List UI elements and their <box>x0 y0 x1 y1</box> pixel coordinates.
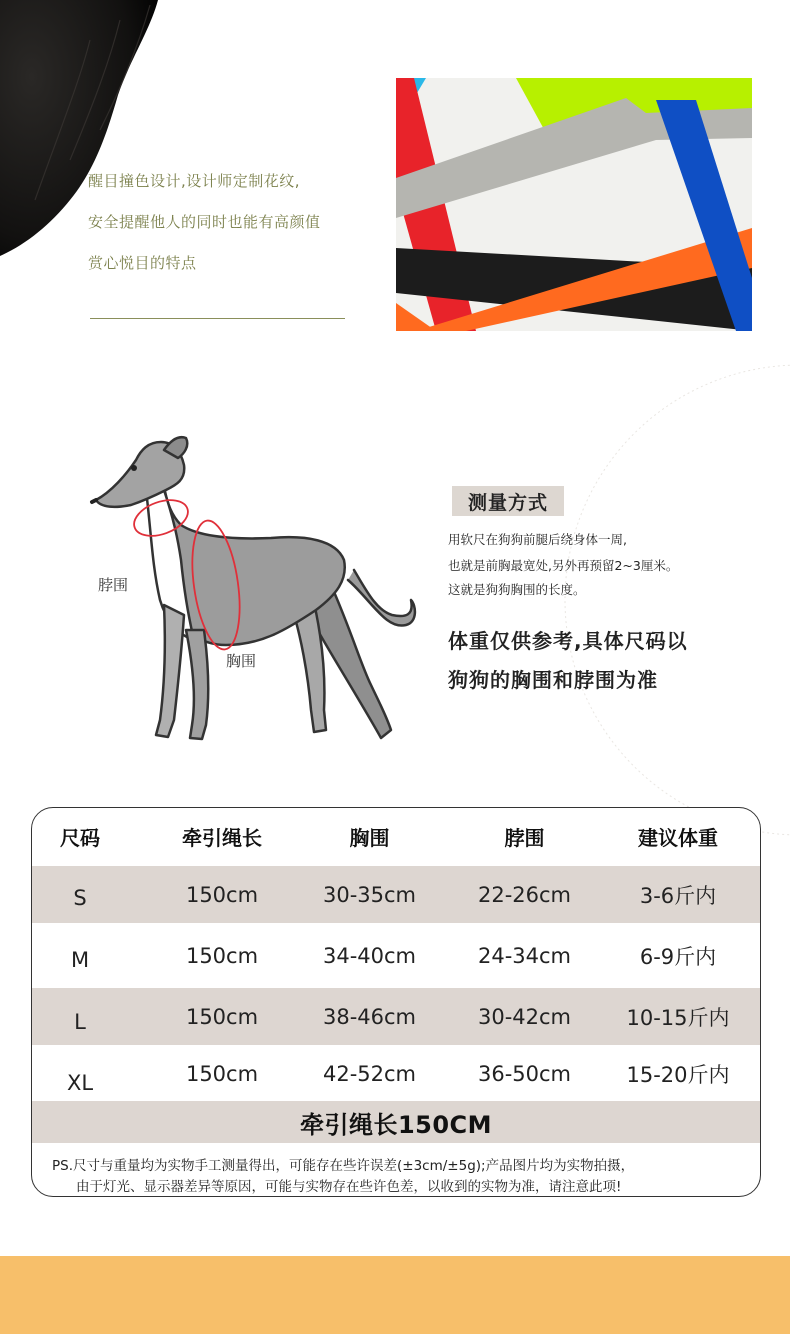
feature-line-2: 安全提醒他人的同时也能有高颜值 <box>88 213 321 231</box>
header-chest: 胸围 <box>349 826 390 850</box>
cell-size: XL <box>66 1071 94 1095</box>
measure-line-3: 这就是狗狗胸围的长度。 <box>448 582 586 597</box>
cell-leash: 150cm <box>185 944 259 968</box>
strap-photo <box>396 78 752 331</box>
measure-title: 测量方式 <box>452 486 564 516</box>
cell-size: S <box>73 886 87 910</box>
cell-neck: 36-50cm <box>477 1062 572 1086</box>
measure-line-1: 用软尺在狗狗前腿后绕身体一周, <box>448 532 627 547</box>
cell-chest: 42-52cm <box>322 1062 417 1086</box>
bottom-band <box>0 1256 790 1334</box>
feature-line-3: 赏心悦目的特点 <box>88 254 197 272</box>
feature-divider <box>90 318 345 319</box>
size-table <box>31 807 761 1197</box>
header-leash-length: 牵引绳长 <box>182 826 262 850</box>
cell-neck: 30-42cm <box>477 1004 572 1029</box>
cell-size: M <box>70 948 90 972</box>
table-row <box>32 988 760 1045</box>
leash-length-banner: 牵引绳长150CM <box>32 1101 760 1143</box>
cell-weight: 15-20斤内 <box>626 1063 730 1087</box>
cell-leash: 150cm <box>185 882 259 907</box>
ps-note-line-1: PS.尺寸与重量均为实物手工测量得出，可能存在些许误差(±3cm/±5g);产品图片均为实物拍摄， <box>52 1158 635 1174</box>
cell-chest: 30-35cm <box>322 882 417 907</box>
cell-weight: 10-15斤内 <box>626 1005 730 1030</box>
header-neck: 脖围 <box>504 826 545 850</box>
measure-line-2: 也就是前胸最宽处,另外再预留2~3厘米。 <box>448 558 679 573</box>
decorative-circle <box>560 360 790 840</box>
cell-chest: 34-40cm <box>322 944 417 968</box>
table-row <box>32 1047 760 1101</box>
cell-neck: 22-26cm <box>477 882 572 907</box>
cell-weight: 3-6斤内 <box>639 883 717 908</box>
table-row <box>32 866 760 923</box>
header-size: 尺码 <box>60 826 100 850</box>
cell-leash: 150cm <box>185 1062 259 1086</box>
cell-chest: 38-46cm <box>322 1004 417 1029</box>
feature-line-1: 醒目撞色设计,设计师定制花纹, <box>88 172 301 190</box>
ps-note-line-2: 由于灯光、显示器差异等原因，可能与实物存在些许色差，以收到的实物为准，请注意此项! <box>76 1179 622 1195</box>
cell-leash: 150cm <box>185 1004 259 1029</box>
emphasis-line-1: 体重仅供参考,具体尺码以 <box>448 629 688 653</box>
cell-weight: 6-9斤内 <box>639 945 717 969</box>
cell-neck: 24-34cm <box>477 944 572 968</box>
emphasis-line-2: 狗狗的胸围和脖围为准 <box>448 668 658 692</box>
neck-label: 脖围 <box>98 576 129 594</box>
chest-label: 胸围 <box>226 652 257 670</box>
table-row <box>32 926 760 986</box>
greyhound-illustration <box>86 430 426 750</box>
table-header-row <box>32 808 760 865</box>
cell-size: L <box>74 1010 86 1034</box>
header-weight: 建议体重 <box>638 826 718 850</box>
